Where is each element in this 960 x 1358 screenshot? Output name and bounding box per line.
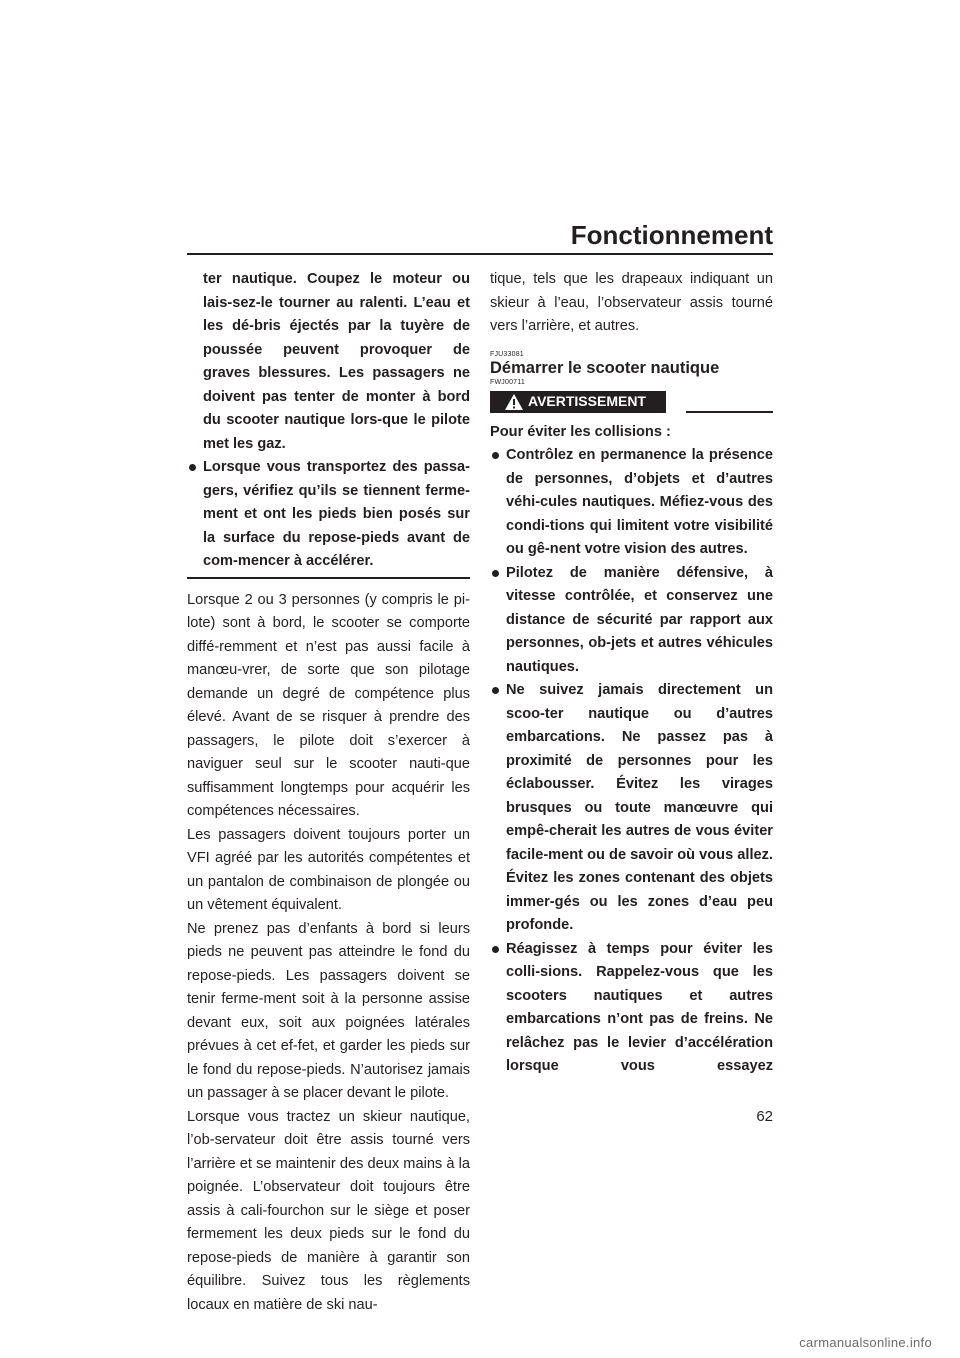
watermark: carmanualsonline.info (799, 1335, 932, 1350)
warning-code: FWJ00711 (490, 378, 525, 386)
warning-end-rule (187, 577, 470, 579)
page-number: 62 (756, 1108, 773, 1125)
paragraph: tique, tels que les drapeaux indiquant un skieur à l’eau, l’observateur assis tourné vers l’arrière, et autres. (490, 271, 773, 334)
list-item: Réagissez à temps pour éviter les colli-sions. Rappelez-vous que les scooters nautiques et autres embarcations n’ont pas de freins. Ne relâchez pas le levier d’accélération lorsque vous essayez (490, 938, 773, 1079)
paragraph: Ne prenez pas d’enfants à bord si leurs pieds ne peuvent pas atteindre le fond du repose-pieds. Les passagers doivent se tenir ferme-ment soit à la personne assise devant eux, soit aux poignées latérales prévues à cet ef-fet, et garder les pieds sur le fond du repose-pieds. N’autorisez jamais un passager à se placer devant le pilote. (187, 920, 470, 1101)
paragraph: Lorsque vous tractez un skieur nautique, l’ob-servateur doit être assis tourné vers l’arrière et se maintenir des deux mains à la poignée. L’observateur doit toujours être assis à cali-fourchon sur le siège et poser fermement les deux pieds sur le fond du repose-pieds de manière à garantir son équilibre. Suivez tous les règlements locaux en matière de ski nau- (187, 1108, 470, 1313)
list-item: Contrôlez en permanence la présence de personnes, d’objets et d’autres véhi-cules nautiques. Méfiez-vous des condi-tions qui limitent votre visibilité ou gê-nent votre vision des autres. (490, 444, 773, 562)
warning-label: AVERTISSEMENT (528, 392, 646, 409)
left-column (187, 268, 470, 1317)
header-rule (187, 253, 773, 255)
list-item: Ne suivez jamais directement un scoo-ter nautique ou d’autres embarcations. Ne passez pas à proximité de personnes pour les éclabousser. Évitez les virages brusques ou toute manœuvre qui empê-cherait les autres de vous éviter facile-ment ou de savoir où vous allez. Évitez les zones contenant des objets immer-gés ou les zones d’eau peu profonde. (490, 679, 773, 938)
list-item: Pilotez de manière défensive, à vitesse contrôlée, et conservez une distance de sécurité par rapport aux personnes, ob-jets et autres véhicules nautiques. (490, 562, 773, 680)
warning-intro: Pour éviter les collisions : (490, 423, 671, 440)
paragraph: Les passagers doivent toujours porter un VFI agréé par les autorités compétentes et un pantalon de combinaison de plongée ou un vêtement équivalent. (187, 826, 470, 913)
warning-label-box (490, 391, 666, 413)
paragraph: Lorsque 2 ou 3 personnes (y compris le pi-lote) sont à bord, le scooter se comporte diffé-remment et n’est pas aussi facile à manœu-vrer, de sorte que son pilotage demande un degré de compétence plus élevé. Avant de se risquer à prendre des passagers, le pilote doit s’exercer à naviguer seul sur le scooter nauti-que suffisamment longtemps pour acquérir les compétences nécessaires. (187, 591, 470, 819)
warning-banner-rule (686, 411, 773, 413)
left-warning-bullets (187, 456, 470, 574)
section-code: FJU33081 (490, 350, 524, 358)
section-heading: Démarrer le scooter nautique (490, 358, 720, 377)
warning-continuation: ter nautique. Coupez le moteur ou lais-sez-le tourner au ralenti. L’eau et les dé-bris éjectés par la tuyère de poussée peuvent provoquer de graves blessures. Les passagers ne doivent pas tenter de monter à bord du scooter nautique lors-que le pilote met les gaz. (203, 271, 470, 452)
right-column (490, 268, 773, 1079)
warning-triangle-icon (504, 393, 524, 411)
page-title: Fonctionnement (570, 220, 773, 250)
right-warning-bullets (490, 444, 773, 1079)
list-item: Lorsque vous transportez des passa-gers, vérifiez qu’ils se tiennent ferme-ment et ont les pieds bien posés sur la surface du repose-pieds avant de com-mencer à accélérer. (187, 456, 470, 574)
warning-banner (490, 391, 773, 415)
